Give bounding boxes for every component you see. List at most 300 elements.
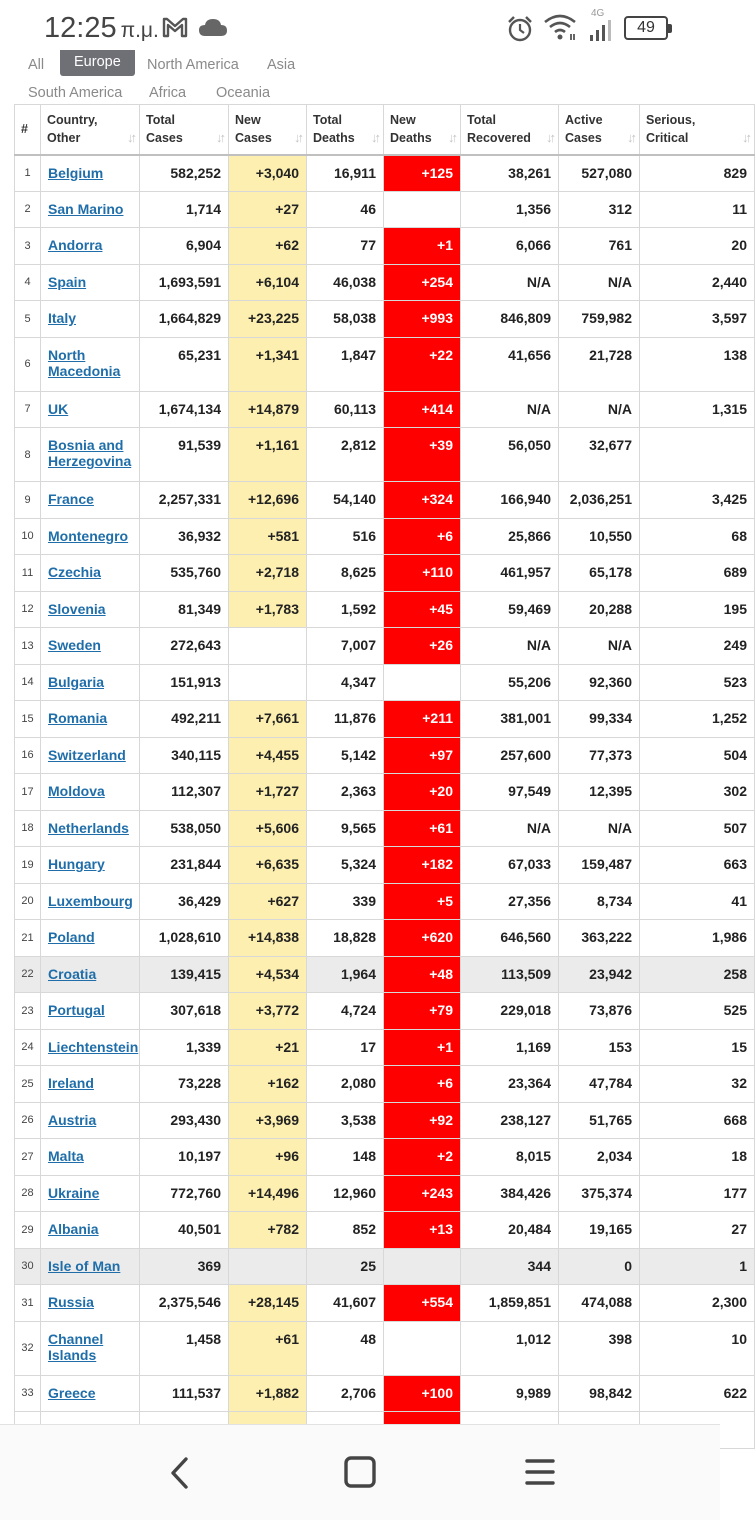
- country-link[interactable]: Sweden: [48, 637, 101, 653]
- table-row: [15, 155, 755, 192]
- total-deaths-cell: 5,142: [307, 737, 384, 774]
- total-recovered-cell: 238,127: [461, 1102, 559, 1139]
- new-cases-cell: +6,104: [229, 264, 307, 301]
- total-recovered-cell: 25,866: [461, 518, 559, 555]
- country-cell: [41, 1029, 140, 1066]
- serious-critical-cell: 20: [640, 228, 755, 265]
- total-recovered-cell: 8,015: [461, 1139, 559, 1176]
- country-link[interactable]: UK: [48, 400, 69, 417]
- new-deaths-cell: +6: [384, 1066, 461, 1103]
- total-recovered-cell: 1,169: [461, 1029, 559, 1066]
- new-deaths-cell: +100: [384, 1375, 461, 1412]
- row-number: 18: [15, 810, 41, 847]
- country-cell: [41, 1248, 140, 1285]
- system-nav-bar: [0, 1424, 720, 1520]
- total-cases-cell: 65,231: [140, 337, 229, 391]
- total-recovered-cell: N/A: [461, 810, 559, 847]
- row-number: 28: [15, 1175, 41, 1212]
- country-link[interactable]: Romania: [48, 710, 108, 726]
- tab-south-america[interactable]: South America: [28, 85, 123, 101]
- active-cases-cell: 12,395: [559, 774, 640, 811]
- column-header-label: Deaths: [390, 131, 432, 146]
- gmail-icon: [162, 16, 188, 43]
- country-link[interactable]: Czechia: [48, 564, 101, 580]
- country-cell: [41, 774, 140, 811]
- serious-critical-cell: 507: [640, 810, 755, 847]
- row-number: 20: [15, 883, 41, 920]
- total-deaths-cell: 17: [307, 1029, 384, 1066]
- country-link[interactable]: Poland: [48, 929, 95, 945]
- row-number: 3: [15, 228, 41, 265]
- total-deaths-cell: 7,007: [307, 628, 384, 665]
- table-row: [15, 482, 755, 519]
- column-header-label: Critical: [646, 131, 689, 146]
- active-cases-cell: 19,165: [559, 1212, 640, 1249]
- total-deaths-cell: 77: [307, 228, 384, 265]
- new-deaths-cell: +125: [384, 155, 461, 192]
- total-deaths-cell: 8,625: [307, 555, 384, 592]
- total-deaths-cell: 339: [307, 883, 384, 920]
- country-link[interactable]: Croatia: [48, 965, 97, 982]
- table-row: [15, 737, 755, 774]
- row-number: 19: [15, 847, 41, 884]
- table-row: [15, 518, 755, 555]
- column-header-1[interactable]: [41, 105, 140, 155]
- country-link[interactable]: Switzerland: [48, 746, 126, 763]
- serious-critical-cell: 258: [640, 956, 755, 993]
- new-deaths-cell: +110: [384, 555, 461, 592]
- tab-africa[interactable]: Africa: [149, 85, 187, 101]
- new-deaths-cell: +13: [384, 1212, 461, 1249]
- row-number: 30: [15, 1248, 41, 1285]
- table-row: [15, 591, 755, 628]
- row-number: 25: [15, 1066, 41, 1103]
- serious-critical-cell: 18: [640, 1139, 755, 1176]
- country-link[interactable]: Belgium: [48, 164, 104, 181]
- active-cases-cell: 375,374: [559, 1175, 640, 1212]
- serious-critical-cell: 689: [640, 555, 755, 592]
- country-cell: [41, 1102, 140, 1139]
- serious-critical-cell: 249: [640, 628, 755, 665]
- new-deaths-cell: +554: [384, 1285, 461, 1322]
- network-type-label: 4G: [591, 8, 605, 19]
- new-deaths-cell: +243: [384, 1175, 461, 1212]
- column-header-7[interactable]: [559, 105, 640, 155]
- column-header-label: Total: [313, 113, 342, 128]
- table-row: [15, 1321, 755, 1375]
- active-cases-cell: 10,550: [559, 518, 640, 555]
- total-cases-cell: 1,664,829: [140, 301, 229, 338]
- serious-critical-cell: 15: [640, 1029, 755, 1066]
- serious-critical-cell: 41: [640, 883, 755, 920]
- total-deaths-cell: 2,080: [307, 1066, 384, 1103]
- table-row: [15, 228, 755, 265]
- total-cases-cell: 293,430: [140, 1102, 229, 1139]
- total-deaths-cell: 2,363: [307, 774, 384, 811]
- new-cases-cell: +7,661: [229, 701, 307, 738]
- active-cases-cell: 0: [559, 1248, 640, 1285]
- row-number: 24: [15, 1029, 41, 1066]
- total-cases-cell: 1,714: [140, 191, 229, 228]
- total-deaths-cell: 46,038: [307, 264, 384, 301]
- new-deaths-cell: +20: [384, 774, 461, 811]
- recent-apps-button[interactable]: [520, 1455, 560, 1491]
- new-deaths-cell: +182: [384, 847, 461, 884]
- total-cases-cell: 111,537: [140, 1375, 229, 1412]
- table-row: [15, 1066, 755, 1103]
- serious-critical-cell: 1,315: [640, 391, 755, 428]
- country-cell: [41, 482, 140, 519]
- country-cell: [41, 1212, 140, 1249]
- total-deaths-cell: 4,724: [307, 993, 384, 1030]
- table-row: [15, 1102, 755, 1139]
- row-number: 4: [15, 264, 41, 301]
- new-deaths-cell: [384, 664, 461, 701]
- row-number: 17: [15, 774, 41, 811]
- tab-all[interactable]: All: [28, 57, 45, 73]
- row-number: 33: [15, 1375, 41, 1412]
- column-header-label: New: [235, 113, 261, 128]
- active-cases-cell: N/A: [559, 264, 640, 301]
- country-link[interactable]: Liechtenstein: [48, 1038, 139, 1055]
- country-link[interactable]: Hungary: [48, 856, 105, 872]
- serious-critical-cell: 302: [640, 774, 755, 811]
- new-cases-cell: +1,727: [229, 774, 307, 811]
- total-deaths-cell: 148: [307, 1139, 384, 1176]
- total-recovered-cell: 846,809: [461, 301, 559, 338]
- table-row: [15, 337, 755, 391]
- tab-europe[interactable]: Europe: [60, 50, 135, 76]
- active-cases-cell: 99,334: [559, 701, 640, 738]
- country-cell: [41, 1321, 140, 1375]
- total-cases-cell: 81,349: [140, 591, 229, 628]
- country-link[interactable]: Bulgaria: [48, 673, 105, 690]
- total-cases-cell: 538,050: [140, 810, 229, 847]
- column-header-2[interactable]: [140, 105, 229, 155]
- column-header-4[interactable]: [307, 105, 384, 155]
- row-number: 5: [15, 301, 41, 338]
- total-deaths-cell: 18,828: [307, 920, 384, 957]
- active-cases-cell: 98,842: [559, 1375, 640, 1412]
- new-deaths-cell: +254: [384, 264, 461, 301]
- wifi-icon: [543, 13, 577, 46]
- country-link[interactable]: Russia: [48, 1294, 94, 1310]
- total-cases-cell: 2,375,546: [140, 1285, 229, 1322]
- sort-icon[interactable]: ↓↑: [742, 129, 749, 145]
- column-header-label: #: [21, 122, 28, 137]
- total-deaths-cell: 25: [307, 1248, 384, 1285]
- country-cell: [41, 518, 140, 555]
- column-header-label: Cases: [146, 131, 183, 146]
- new-cases-cell: +627: [229, 883, 307, 920]
- total-recovered-cell: 1,356: [461, 191, 559, 228]
- country-cell: [41, 1175, 140, 1212]
- country-cell: [41, 301, 140, 338]
- serious-critical-cell: 68: [640, 518, 755, 555]
- total-deaths-cell: 12,960: [307, 1175, 384, 1212]
- total-recovered-cell: N/A: [461, 391, 559, 428]
- row-number: 7: [15, 391, 41, 428]
- tab-north-america[interactable]: North America: [147, 57, 239, 73]
- serious-critical-cell: 1: [640, 1248, 755, 1285]
- new-cases-cell: +6,635: [229, 847, 307, 884]
- cases-table-container[interactable]: [14, 104, 749, 1424]
- serious-critical-cell: 177: [640, 1175, 755, 1212]
- country-link[interactable]: Bosnia and Herzegovina: [48, 437, 132, 469]
- table-row: [15, 628, 755, 665]
- country-link[interactable]: France: [48, 491, 94, 507]
- total-deaths-cell: 16,911: [307, 155, 384, 192]
- total-cases-cell: 2,257,331: [140, 482, 229, 519]
- country-cell: [41, 847, 140, 884]
- country-link[interactable]: Channel Islands: [48, 1330, 104, 1363]
- row-number: 11: [15, 555, 41, 592]
- total-recovered-cell: N/A: [461, 628, 559, 665]
- new-deaths-cell: +211: [384, 701, 461, 738]
- active-cases-cell: 153: [559, 1029, 640, 1066]
- serious-critical-cell: 523: [640, 664, 755, 701]
- column-header-6[interactable]: [461, 105, 559, 155]
- serious-critical-cell: 3,597: [640, 301, 755, 338]
- country-cell: [41, 591, 140, 628]
- new-deaths-cell: [384, 1248, 461, 1285]
- country-cell: [41, 628, 140, 665]
- table-row: [15, 1248, 755, 1285]
- serious-critical-cell: 2,440: [640, 264, 755, 301]
- row-number: 15: [15, 701, 41, 738]
- new-deaths-cell: +6: [384, 518, 461, 555]
- total-recovered-cell: 56,050: [461, 428, 559, 482]
- country-cell: [41, 337, 140, 391]
- column-header-label: Active: [565, 113, 603, 128]
- tab-oceania[interactable]: Oceania: [216, 85, 271, 101]
- row-number: 29: [15, 1212, 41, 1249]
- active-cases-cell: 73,876: [559, 993, 640, 1030]
- new-deaths-cell: +92: [384, 1102, 461, 1139]
- total-recovered-cell: 166,940: [461, 482, 559, 519]
- country-link[interactable]: Greece: [48, 1384, 96, 1401]
- active-cases-cell: 2,034: [559, 1139, 640, 1176]
- total-deaths-cell: 516: [307, 518, 384, 555]
- back-button[interactable]: [160, 1455, 200, 1491]
- active-cases-cell: 312: [559, 191, 640, 228]
- total-deaths-cell: 1,964: [307, 956, 384, 993]
- row-number: 9: [15, 482, 41, 519]
- active-cases-cell: 47,784: [559, 1066, 640, 1103]
- table-header-row: [15, 105, 755, 155]
- total-deaths-cell: 2,812: [307, 428, 384, 482]
- row-number: 8: [15, 428, 41, 482]
- new-deaths-cell: +620: [384, 920, 461, 957]
- country-cell: [41, 664, 140, 701]
- column-header-3[interactable]: [229, 105, 307, 155]
- table-row: [15, 555, 755, 592]
- total-recovered-cell: 646,560: [461, 920, 559, 957]
- new-cases-cell: +3,040: [229, 155, 307, 192]
- total-recovered-cell: 38,261: [461, 155, 559, 192]
- country-cell: [41, 264, 140, 301]
- column-header-8[interactable]: [640, 105, 755, 155]
- total-recovered-cell: 381,001: [461, 701, 559, 738]
- country-cell: [41, 1375, 140, 1412]
- total-recovered-cell: 20,484: [461, 1212, 559, 1249]
- new-cases-cell: +12,696: [229, 482, 307, 519]
- column-header-5[interactable]: [384, 105, 461, 155]
- serious-critical-cell: 622: [640, 1375, 755, 1412]
- country-link[interactable]: Albania: [48, 1221, 99, 1237]
- total-deaths-cell: 58,038: [307, 301, 384, 338]
- sort-icon[interactable]: ↓↑: [546, 129, 553, 145]
- total-recovered-cell: N/A: [461, 264, 559, 301]
- active-cases-cell: 8,734: [559, 883, 640, 920]
- total-cases-cell: 36,429: [140, 883, 229, 920]
- row-number: 31: [15, 1285, 41, 1322]
- active-cases-cell: 363,222: [559, 920, 640, 957]
- country-link[interactable]: Andorra: [48, 237, 103, 253]
- table-row: [15, 774, 755, 811]
- country-cell: [41, 228, 140, 265]
- row-number: 10: [15, 518, 41, 555]
- country-link[interactable]: Luxembourg: [48, 892, 133, 909]
- column-header-label: Recovered: [467, 131, 531, 146]
- active-cases-cell: 92,360: [559, 664, 640, 701]
- active-cases-cell: N/A: [559, 810, 640, 847]
- country-link[interactable]: Portugal: [48, 1002, 105, 1018]
- column-header-label: New: [390, 113, 416, 128]
- total-deaths-cell: 1,592: [307, 591, 384, 628]
- row-number: 26: [15, 1102, 41, 1139]
- row-number: 16: [15, 737, 41, 774]
- tab-asia[interactable]: Asia: [267, 57, 296, 73]
- row-number: 14: [15, 664, 41, 701]
- status-bar: [0, 0, 720, 52]
- column-header-label: Serious,: [646, 113, 696, 128]
- total-cases-cell: 1,339: [140, 1029, 229, 1066]
- active-cases-cell: N/A: [559, 391, 640, 428]
- country-link[interactable]: Spain: [48, 273, 87, 290]
- table-row: [15, 810, 755, 847]
- total-cases-cell: 36,932: [140, 518, 229, 555]
- country-link[interactable]: North Macedonia: [48, 346, 121, 379]
- total-deaths-cell: 4,347: [307, 664, 384, 701]
- country-cell: [41, 1285, 140, 1322]
- sort-icon[interactable]: ↓↑: [371, 129, 378, 145]
- active-cases-cell: 2,036,251: [559, 482, 640, 519]
- country-link[interactable]: San Marino: [48, 200, 124, 217]
- table-row: [15, 883, 755, 920]
- row-number: 22: [15, 956, 41, 993]
- country-link[interactable]: Montenegro: [48, 527, 129, 544]
- row-number: 13: [15, 628, 41, 665]
- total-recovered-cell: 97,549: [461, 774, 559, 811]
- total-cases-cell: 1,693,591: [140, 264, 229, 301]
- sort-icon[interactable]: ↓↑: [216, 129, 223, 145]
- new-deaths-cell: +79: [384, 993, 461, 1030]
- country-link[interactable]: Netherlands: [48, 819, 129, 836]
- new-deaths-cell: +97: [384, 737, 461, 774]
- new-cases-cell: +23,225: [229, 301, 307, 338]
- serious-critical-cell: 27: [640, 1212, 755, 1249]
- country-link[interactable]: Austria: [48, 1111, 97, 1128]
- sort-icon[interactable]: ↓↑: [294, 129, 301, 145]
- country-link[interactable]: Isle of Man: [48, 1257, 121, 1274]
- active-cases-cell: 474,088: [559, 1285, 640, 1322]
- table-row: [15, 1029, 755, 1066]
- country-link[interactable]: Ukraine: [48, 1184, 100, 1201]
- total-cases-cell: 151,913: [140, 664, 229, 701]
- table-row: [15, 1212, 755, 1249]
- sort-icon[interactable]: ↓↑: [127, 129, 134, 145]
- new-cases-cell: +28,145: [229, 1285, 307, 1322]
- new-cases-cell: +1,882: [229, 1375, 307, 1412]
- new-cases-cell: +5,606: [229, 810, 307, 847]
- column-header-label: Total: [146, 113, 175, 128]
- new-cases-cell: +4,534: [229, 956, 307, 993]
- total-cases-cell: 307,618: [140, 993, 229, 1030]
- total-cases-cell: 91,539: [140, 428, 229, 482]
- country-cell: [41, 883, 140, 920]
- country-link[interactable]: Italy: [48, 310, 77, 326]
- country-cell: [41, 993, 140, 1030]
- new-cases-cell: +61: [229, 1321, 307, 1375]
- signal-icon: [588, 18, 614, 47]
- cloud-icon: [198, 16, 228, 43]
- country-cell: [41, 737, 140, 774]
- battery-indicator: 49: [624, 16, 668, 40]
- new-cases-cell: +1,161: [229, 428, 307, 482]
- total-recovered-cell: 23,364: [461, 1066, 559, 1103]
- new-deaths-cell: [384, 191, 461, 228]
- column-header-label: Other: [47, 131, 81, 146]
- row-number: 32: [15, 1321, 41, 1375]
- serious-critical-cell: 663: [640, 847, 755, 884]
- country-cell: [41, 1066, 140, 1103]
- home-button[interactable]: [340, 1455, 380, 1491]
- new-deaths-cell: +48: [384, 956, 461, 993]
- new-deaths-cell: +45: [384, 591, 461, 628]
- new-deaths-cell: +993: [384, 301, 461, 338]
- active-cases-cell: 77,373: [559, 737, 640, 774]
- total-recovered-cell: 384,426: [461, 1175, 559, 1212]
- country-cell: [41, 701, 140, 738]
- table-row: [15, 428, 755, 482]
- active-cases-cell: 20,288: [559, 591, 640, 628]
- new-cases-cell: +14,879: [229, 391, 307, 428]
- country-link[interactable]: Slovenia: [48, 600, 106, 617]
- row-number: 21: [15, 920, 41, 957]
- country-cell: [41, 1139, 140, 1176]
- country-link[interactable]: Malta: [48, 1148, 84, 1164]
- country-cell: [41, 155, 140, 192]
- new-deaths-cell: +61: [384, 810, 461, 847]
- new-deaths-cell: +39: [384, 428, 461, 482]
- table-row: [15, 1285, 755, 1322]
- new-cases-cell: +1,783: [229, 591, 307, 628]
- active-cases-cell: 65,178: [559, 555, 640, 592]
- total-cases-cell: 272,643: [140, 628, 229, 665]
- new-cases-cell: +96: [229, 1139, 307, 1176]
- sort-icon[interactable]: ↓↑: [448, 129, 455, 145]
- country-cell: [41, 191, 140, 228]
- total-recovered-cell: 229,018: [461, 993, 559, 1030]
- sort-icon[interactable]: ↓↑: [627, 129, 634, 145]
- total-cases-cell: 772,760: [140, 1175, 229, 1212]
- total-cases-cell: 231,844: [140, 847, 229, 884]
- total-cases-cell: 139,415: [140, 956, 229, 993]
- country-link[interactable]: Ireland: [48, 1075, 94, 1091]
- new-cases-cell: +782: [229, 1212, 307, 1249]
- country-link[interactable]: Moldova: [48, 783, 105, 799]
